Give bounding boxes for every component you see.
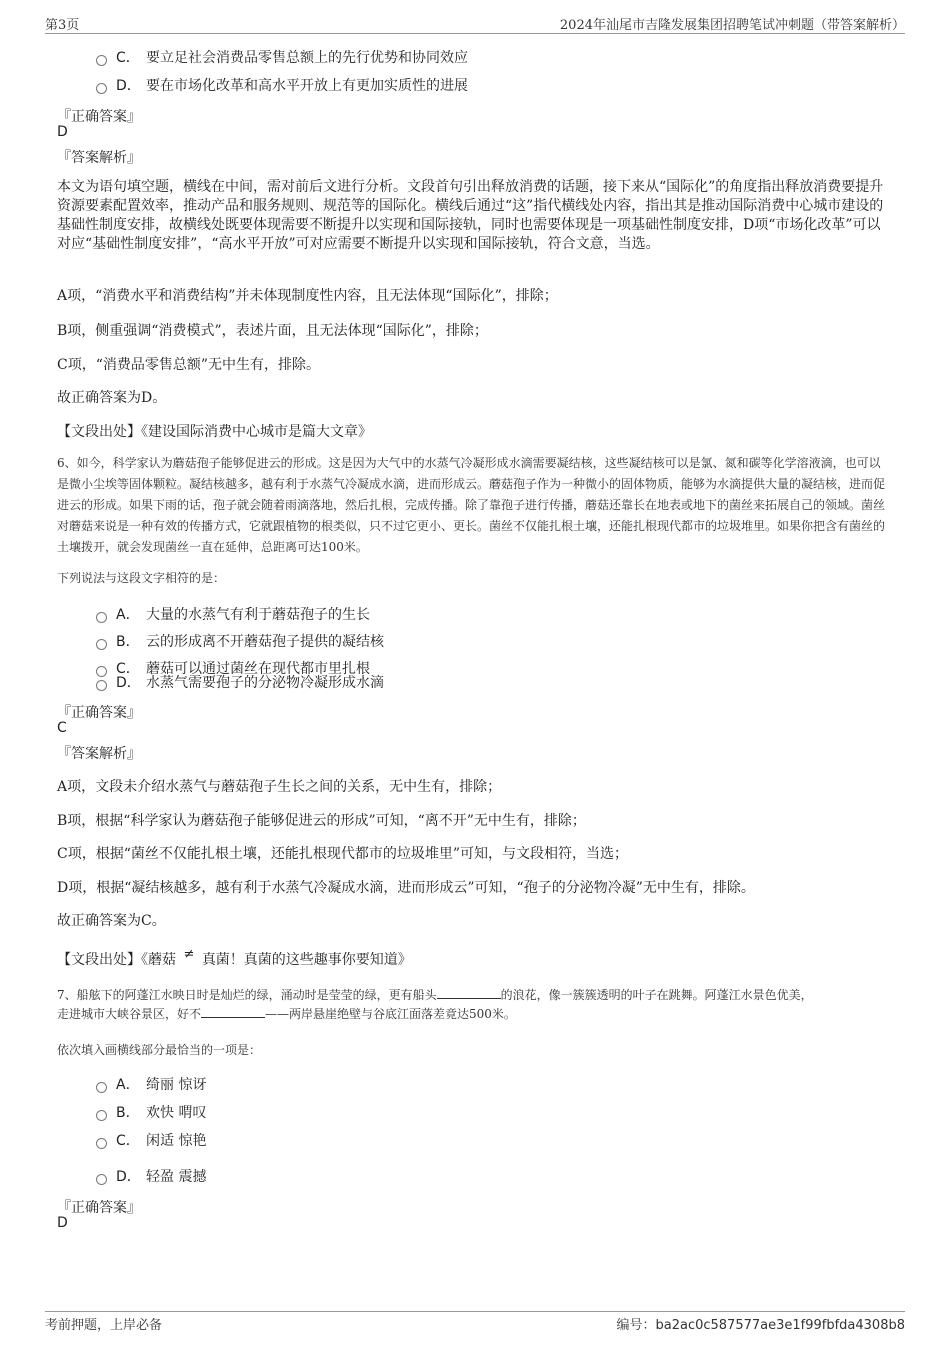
radio-icon[interactable] [96, 1082, 107, 1093]
analysis-line: B项，侧重强调“消费模式”，表述片面，且无法体现“国际化”，排除； [57, 323, 488, 339]
q6-option-b[interactable] [96, 630, 384, 652]
q5-option-d[interactable] [96, 74, 468, 96]
question-stem: 6、如今，科学家认为蘑菇孢子能够促进云的形成。这是因为大气中的水蒸气冷凝形成水滴需要凝结核，这些凝结核可以是氯、氮和碳等化学溶液滴，也可以是微小尘埃等固体颗粒。凝结核越多，越有利于水蒸气冷凝成水滴，进而形成云。蘑菇孢子作为一种微小的固体物质，能够为水滴提供大量的凝结核，进而促进云的形成。如果下雨的话，孢子就会随着雨滴落地，然后扎根，完成传播。除了靠孢子进行传播，蘑菇还靠长在地表或地下的菌丝来拓展自己的领域。菌丝对蘑菇来说是一种有效的传播方式，它就跟植物的根类似，只不过它更小、更长。菌丝不仅能扎根土壤，还能扎根现代都市的垃圾堆里。如果你把含有菌丝的土壤拨开，就会发现菌丝一直在延伸，总距离可达100米。 [57, 456, 886, 554]
stem-text: 7、船舷下的阿蓬江水映日时是灿烂的绿，涌动时是莹莹的绿，更有船头 [57, 988, 437, 1002]
option-text: 欢快 喟叹 [146, 1105, 207, 1121]
analysis-label: 『答案解析』 [57, 150, 141, 166]
source-line [57, 949, 412, 969]
stem-text: 走进城市大峡谷景区，好不 [57, 1007, 202, 1021]
radio-icon[interactable] [96, 1174, 107, 1185]
code-label: 编号： [616, 1318, 656, 1333]
analysis-line: C项，“消费品零售总额”无中生有，排除。 [57, 357, 321, 373]
question-prompt: 下列说法与这段文字相符的是： [57, 571, 226, 585]
source-prefix: 【文段出处】《蘑菇 [57, 952, 176, 968]
option-text: 闲适 惊艳 [146, 1133, 207, 1149]
source-line: 【文段出处】《建设国际消费中心城市是篇大文章》 [57, 424, 372, 440]
question-stem-line2 [57, 1004, 516, 1025]
option-key: B． [116, 1105, 140, 1121]
q5-option-c[interactable] [96, 46, 468, 68]
question-stem-line1 [57, 985, 813, 1006]
q7-option-d[interactable] [96, 1165, 206, 1187]
answer-label: 『正确答案』 [57, 109, 141, 125]
option-text: 水蒸气需要孢子的分泌物冷凝形成水滴 [146, 675, 384, 691]
radio-icon[interactable] [96, 680, 107, 691]
footer-divider [45, 1311, 905, 1312]
radio-icon[interactable] [96, 83, 107, 94]
document-title: 2024年汕尾市吉隆发展集团招聘笔试冲刺题（带答案解析） [559, 18, 905, 33]
answer-label: 『正确答案』 [57, 705, 141, 721]
fill-blank-2[interactable] [201, 1007, 265, 1018]
option-key: A． [116, 607, 140, 623]
page-number: 第3页 [45, 18, 80, 33]
answer-value: D [57, 1215, 68, 1231]
source-suffix: 真菌！真菌的这些趣事你要知道》 [201, 952, 412, 968]
q6-option-a[interactable] [96, 603, 370, 625]
option-key: D． [116, 1169, 141, 1185]
question-prompt: 依次填入画横线部分最恰当的一项是： [57, 1043, 262, 1057]
q7-option-b[interactable] [96, 1101, 206, 1123]
analysis-line: B项，根据“科学家认为蘑菇孢子能够促进云的形成”可知，“离不开”无中生有，排除； [57, 813, 586, 829]
answer-value: C [57, 720, 67, 736]
q7-option-a[interactable] [96, 1073, 206, 1095]
option-key: D． [116, 78, 141, 94]
radio-icon[interactable] [96, 1110, 107, 1121]
option-text: 要在市场化改革和高水平开放上有更加实质性的进展 [146, 78, 468, 94]
document-code [616, 1314, 905, 1333]
option-key: D． [116, 675, 141, 691]
radio-icon[interactable] [96, 639, 107, 650]
option-text: 绮丽 惊讶 [146, 1077, 207, 1093]
option-key: A． [116, 1077, 140, 1093]
option-text: 轻盈 震撼 [146, 1169, 207, 1185]
option-text: 蘑菇可以通过菌丝在现代都市里扎根 [146, 661, 370, 677]
analysis-paragraph: 本文为语句填空题，横线在中间，需对前后文进行分析。文段首句引出释放消费的话题，接下来从“国际化”的角度指出释放消费要提升资源要素配置效率，推动产品和服务规则、规范等的国际化。横线后通过“这”指代横线处内容，指出其是推动国际消费中心城市建设的基础性制度安排，故横线处既要体现需要不断提升以实现和国际接轨，同时也需要体现是一项基础性制度安排，D项“市场化改革”可以对应“基础性制度安排”，“高水平开放”可对应需要不断提升以实现和国际接轨，符合文意，当选。 [57, 179, 884, 252]
radio-icon[interactable] [96, 1138, 107, 1149]
option-key: C． [116, 661, 140, 677]
stem-text: 的浪花，像一簇簇透明的叶子在跳舞。阿蓬江水景色优美， [500, 988, 813, 1002]
radio-icon[interactable] [96, 612, 107, 623]
analysis-label: 『答案解析』 [57, 746, 141, 762]
analysis-line: D项，根据“凝结核越多，越有利于水蒸气冷凝成水滴，进而形成云”可知，“孢子的分泌物冷凝”无中生有，排除。 [57, 880, 755, 896]
option-key: B． [116, 634, 140, 650]
footer-slogan: 考前押题，上岸必备 [45, 1318, 163, 1333]
conclusion-line: 故正确答案为D。 [57, 390, 167, 406]
q7-option-c[interactable] [96, 1129, 206, 1151]
analysis-line: C项，根据“菌丝不仅能扎根土壤，还能扎根现代都市的垃圾堆里”可知，与文段相符，当选； [57, 846, 629, 862]
conclusion-line: 故正确答案为C。 [57, 913, 166, 929]
code-value: ba2ac0c587577ae3e1f99fbfda4308b8 [655, 1318, 905, 1333]
analysis-line: A项，文段未介绍水蒸气与蘑菇孢子生长之间的关系，无中生有，排除； [57, 779, 502, 795]
option-text: 大量的水蒸气有利于蘑菇孢子的生长 [146, 607, 370, 623]
radio-icon[interactable] [96, 55, 107, 66]
option-text: 要立足社会消费品零售总额上的先行优势和协同效应 [146, 50, 468, 66]
fill-blank-1[interactable] [437, 988, 501, 999]
stem-text: ——两岸悬崖绝壁与谷底江面落差竟达500米。 [265, 1007, 516, 1021]
not-equal-symbol: ≠ [183, 947, 195, 962]
answer-value: D [57, 124, 68, 140]
option-text: 云的形成离不开蘑菇孢子提供的凝结核 [146, 634, 384, 650]
option-key: C． [116, 50, 140, 66]
q6-option-d[interactable] [96, 671, 384, 693]
analysis-line: A项，“消费水平和消费结构”并未体现制度性内容，且无法体现“国际化”，排除； [57, 288, 558, 304]
option-key: C． [116, 1133, 140, 1149]
header-divider [45, 33, 905, 34]
answer-label: 『正确答案』 [57, 1200, 141, 1216]
